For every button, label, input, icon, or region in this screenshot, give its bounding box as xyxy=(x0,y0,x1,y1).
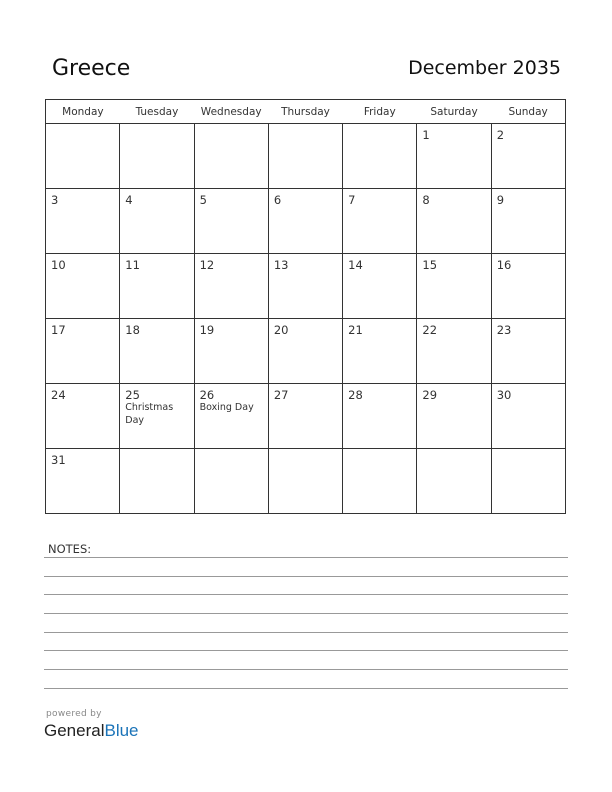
calendar-day-cell xyxy=(46,384,120,449)
day-number: 10 xyxy=(51,258,66,272)
day-number: 7 xyxy=(348,193,356,207)
weekday-header: Wednesday xyxy=(194,100,268,124)
notes-line xyxy=(44,594,568,595)
calendar-week-row xyxy=(46,449,566,514)
day-number: 27 xyxy=(273,388,289,402)
day-number: 25 xyxy=(125,388,140,402)
calendar-day-cell xyxy=(343,189,417,254)
calendar-day-cell xyxy=(120,449,194,514)
calendar-day-cell xyxy=(194,189,268,254)
day-number: 19 xyxy=(199,323,215,337)
day-number: 17 xyxy=(51,323,66,337)
calendar-day-cell xyxy=(491,124,565,189)
day-number: 29 xyxy=(422,388,438,402)
day-number: 28 xyxy=(348,388,363,402)
day-number: 24 xyxy=(51,388,66,402)
calendar-day-cell xyxy=(194,254,268,319)
notes-line xyxy=(44,613,568,614)
calendar-day-cell xyxy=(194,449,268,514)
calendar-day-cell xyxy=(343,124,417,189)
day-number: 6 xyxy=(273,193,282,207)
calendar-day-cell xyxy=(417,449,491,514)
calendar-day-cell xyxy=(268,124,342,189)
notes-line xyxy=(44,632,568,633)
day-number: 21 xyxy=(348,323,363,337)
calendar-grid xyxy=(45,99,566,514)
calendar-day-cell xyxy=(46,449,120,514)
calendar-day-cell xyxy=(343,319,417,384)
calendar-day-cell xyxy=(417,124,491,189)
holiday-label: Boxing Day xyxy=(199,402,254,413)
day-number: 31 xyxy=(51,453,66,467)
day-number: 8 xyxy=(422,193,430,207)
calendar-day-cell xyxy=(417,189,491,254)
calendar-day-cell xyxy=(46,124,120,189)
notes-line xyxy=(44,576,568,577)
powered-by-text: powered by xyxy=(46,709,102,719)
calendar-day-cell xyxy=(194,124,268,189)
calendar-weeks xyxy=(46,124,566,514)
day-number: 15 xyxy=(422,258,438,272)
calendar-day-cell xyxy=(120,189,194,254)
day-number: 20 xyxy=(273,323,289,337)
calendar-day-cell xyxy=(491,254,565,319)
weekday-header: Thursday xyxy=(268,100,342,124)
weekday-header: Saturday xyxy=(417,100,491,124)
holiday-label: Christmas Day xyxy=(125,402,174,426)
brand-logo-part1: General xyxy=(44,721,105,740)
day-number: 9 xyxy=(496,193,505,207)
calendar-day-cell xyxy=(417,319,491,384)
calendar-day-cell xyxy=(491,189,565,254)
calendar-day-cell xyxy=(46,254,120,319)
day-number: 11 xyxy=(125,258,140,272)
calendar-day-cell xyxy=(120,254,194,319)
calendar-month-title: December 2035 xyxy=(408,57,561,79)
calendar-week-row xyxy=(46,319,566,384)
day-number: 1 xyxy=(422,128,430,142)
calendar-day-cell xyxy=(268,319,342,384)
calendar-day-cell xyxy=(46,189,120,254)
day-number: 13 xyxy=(273,258,289,272)
calendar-day-cell xyxy=(268,449,342,514)
day-number: 16 xyxy=(496,258,512,272)
calendar-day-cell xyxy=(268,189,342,254)
weekday-header: Friday xyxy=(343,100,417,124)
day-number: 3 xyxy=(51,193,59,207)
calendar-week-row xyxy=(46,384,566,449)
calendar-day-cell xyxy=(46,319,120,384)
calendar-day-cell xyxy=(417,384,491,449)
day-number: 30 xyxy=(496,388,512,402)
brand-logo-part2: Blue xyxy=(104,721,139,740)
weekday-header-row xyxy=(46,100,566,124)
calendar-week-row xyxy=(46,124,566,189)
notes-label: NOTES: xyxy=(48,542,92,556)
calendar-day-cell xyxy=(120,124,194,189)
calendar-day-cell xyxy=(343,254,417,319)
day-number: 18 xyxy=(125,323,140,337)
calendar-day-cell xyxy=(268,384,342,449)
calendar-day-cell xyxy=(491,319,565,384)
day-number: 5 xyxy=(199,193,207,207)
weekday-header: Tuesday xyxy=(120,100,194,124)
day-number: 2 xyxy=(496,128,505,142)
calendar-day-cell xyxy=(120,319,194,384)
calendar-day-cell xyxy=(194,384,268,449)
weekday-header: Monday xyxy=(46,100,120,124)
calendar-day-cell xyxy=(491,384,565,449)
notes-line xyxy=(44,650,568,651)
calendar-day-cell xyxy=(343,449,417,514)
day-number: 4 xyxy=(125,193,133,207)
notes-line xyxy=(44,557,568,558)
calendar-day-cell xyxy=(120,384,194,449)
calendar-week-row xyxy=(46,189,566,254)
notes-line xyxy=(44,688,568,689)
calendar-day-cell xyxy=(417,254,491,319)
day-number: 26 xyxy=(199,388,215,402)
brand-logo xyxy=(44,721,139,741)
notes-line xyxy=(44,669,568,670)
day-number: 23 xyxy=(496,323,512,337)
calendar-day-cell xyxy=(194,319,268,384)
calendar-day-cell xyxy=(491,449,565,514)
calendar-day-cell xyxy=(268,254,342,319)
day-number: 14 xyxy=(348,258,363,272)
calendar-country-title: Greece xyxy=(52,56,131,81)
day-number: 22 xyxy=(422,323,438,337)
calendar-week-row xyxy=(46,254,566,319)
weekday-header: Sunday xyxy=(491,100,565,124)
day-number: 12 xyxy=(199,258,215,272)
calendar-day-cell xyxy=(343,384,417,449)
